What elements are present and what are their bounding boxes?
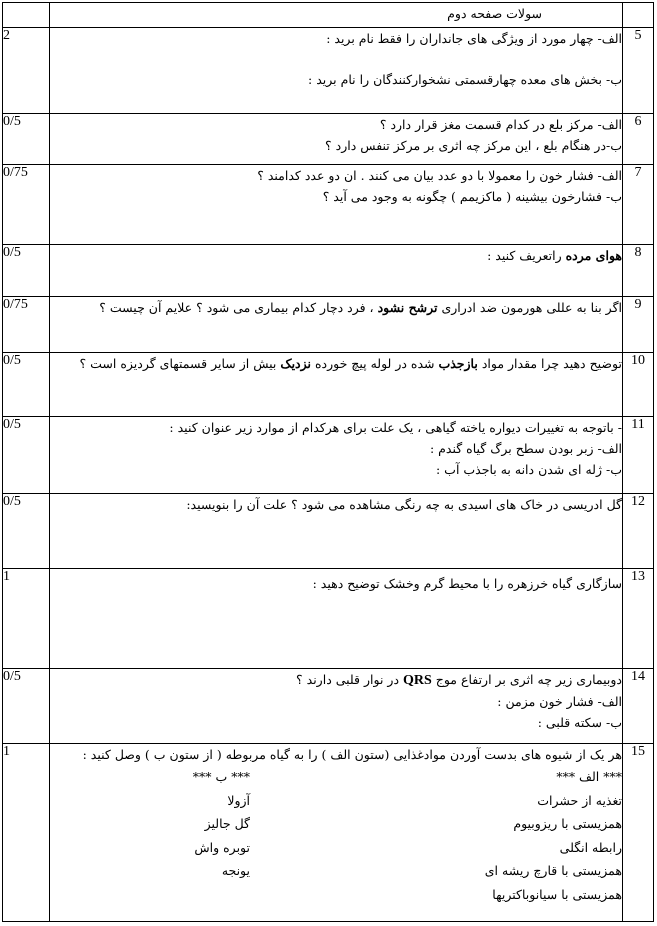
question-intro: - باتوجه به تغییرات دیواره یاخته گیاهی ، یک علت برای هرکدام از موارد زیر عنوان کنید : bbox=[169, 420, 622, 435]
question-row-12 bbox=[3, 494, 654, 569]
question-row-13 bbox=[3, 569, 654, 669]
column-b-item: گل جالیز bbox=[204, 816, 250, 831]
question-part-b: ب- فشارخون بیشینه ( ماکزیمم ) چگونه به وجود می آید ؟ bbox=[322, 189, 622, 204]
page-title: سولات صفحه دوم bbox=[447, 6, 542, 21]
question-text: اگر بنا به عللی هورمون ضد ادراری bbox=[437, 300, 622, 315]
question-part-b: ب- سکته قلبی : bbox=[537, 715, 622, 730]
question-part-a: الف- مرکز بلع در کدام قسمت مغز قرار دارد ؟ bbox=[379, 117, 622, 132]
question-number: 12 bbox=[623, 494, 654, 569]
question-score: 2 bbox=[3, 28, 50, 114]
question-row-14 bbox=[3, 669, 654, 744]
exam-table bbox=[2, 2, 654, 922]
column-b-header: *** ب *** bbox=[192, 769, 250, 784]
question-text: راتعریف کنید : bbox=[487, 248, 566, 263]
question-row-11 bbox=[3, 417, 654, 494]
question-row-10 bbox=[3, 353, 654, 417]
column-b bbox=[193, 765, 250, 883]
matching-columns bbox=[50, 765, 622, 921]
question-number: 15 bbox=[623, 744, 654, 922]
question-text: شده در لوله پیچ خورده bbox=[311, 356, 439, 371]
question-number: 9 bbox=[623, 297, 654, 353]
column-a-item: همزیستی با قارچ ریشه ای bbox=[484, 863, 622, 878]
question-score: 0/5 bbox=[3, 669, 50, 744]
question-score: 0/75 bbox=[3, 297, 50, 353]
bold-term: بازجذب bbox=[438, 356, 478, 371]
question-part-b: ب-در هنگام بلع ، این مرکز چه اثری بر مرکز تنفس دارد ؟ bbox=[325, 138, 622, 153]
question-number: 14 bbox=[623, 669, 654, 744]
question-text: در نوار قلبی دارند ؟ bbox=[296, 672, 404, 687]
question-number: 5 bbox=[623, 28, 654, 114]
question-score: 0/5 bbox=[3, 114, 50, 165]
bold-term: نزدیک bbox=[280, 356, 311, 371]
question-number: 6 bbox=[623, 114, 654, 165]
question-score: 0/5 bbox=[3, 245, 50, 297]
question-part-a: الف- چهار مورد از ویژگی های جانداران را فقط نام برید : bbox=[326, 31, 622, 46]
question-row-7 bbox=[3, 165, 654, 245]
question-score: 1 bbox=[3, 569, 50, 669]
question-part-a: الف- فشار خون را معمولا با دو عدد بیان می کنند . ان دو عدد کدامند ؟ bbox=[257, 168, 622, 183]
question-score: 0/75 bbox=[3, 165, 50, 245]
column-a bbox=[485, 765, 622, 906]
question-row-5 bbox=[3, 28, 654, 114]
question-intro: هر یک از شیوه های بدست آوردن موادغذایی (ستون الف ) را به گیاه مربوطه ( از ستون ب ) وصل کنید : bbox=[82, 747, 622, 762]
column-a-item: همزیستی با ریزوبیوم bbox=[513, 816, 622, 831]
question-text: دوبیماری زیر چه اثری بر ارتفاع موج bbox=[431, 672, 622, 687]
question-row-8 bbox=[3, 245, 654, 297]
question-text: گل ادریسی در خاک های اسیدی به چه رنگی مشاهده می شود ؟ علت آن را بنویسید: bbox=[186, 497, 622, 512]
question-number: 8 bbox=[623, 245, 654, 297]
column-a-item: تغذیه از حشرات bbox=[537, 792, 622, 808]
question-row-6 bbox=[3, 114, 654, 165]
column-b-item: یونجه bbox=[221, 863, 250, 878]
header-row bbox=[3, 3, 654, 28]
question-score: 0/5 bbox=[3, 353, 50, 417]
column-a-header: *** الف *** bbox=[556, 769, 622, 784]
question-text: سازگاری گیاه خرزهره را با محیط گرم وخشک توضیح دهید : bbox=[312, 576, 622, 591]
question-number: 11 bbox=[623, 417, 654, 494]
column-a-item: رابطه انگلی bbox=[559, 839, 622, 855]
question-text: ، فرد دچار کدام بیماری می شود ؟ علایم آن چیست ؟ bbox=[99, 300, 378, 315]
question-number: 13 bbox=[623, 569, 654, 669]
question-part-a: الف- زبر بودن سطح برگ گیاه گندم : bbox=[429, 441, 622, 456]
question-number: 10 bbox=[623, 353, 654, 417]
question-score: 0/5 bbox=[3, 494, 50, 569]
bold-term: هوای مرده bbox=[565, 248, 622, 263]
question-text: توضیح دهید چرا مقدار مواد bbox=[477, 356, 622, 371]
column-b-item: توبره واش bbox=[194, 839, 250, 855]
question-part-a: الف- فشار خون مزمن : bbox=[497, 694, 622, 709]
question-row-15 bbox=[3, 744, 654, 922]
question-score: 1 bbox=[3, 744, 50, 922]
question-part-b: ب- بخش های معده چهارقسمتی نشخوارکنندگان را نام برید : bbox=[308, 72, 622, 87]
bold-term: ترشح نشود bbox=[377, 300, 438, 315]
column-a-item: همزیستی با سیانوباکتریها bbox=[492, 886, 622, 902]
question-number: 7 bbox=[623, 165, 654, 245]
question-part-b: ب- ژله ای شدن دانه به باجذب آب : bbox=[436, 462, 622, 477]
qrs-term: QRS bbox=[403, 673, 432, 688]
question-row-9 bbox=[3, 297, 654, 353]
column-b-item: آزولا bbox=[227, 792, 250, 808]
question-score: 0/5 bbox=[3, 417, 50, 494]
question-text: بیش از سایر قسمتهای گردیزه است ؟ bbox=[79, 356, 281, 371]
